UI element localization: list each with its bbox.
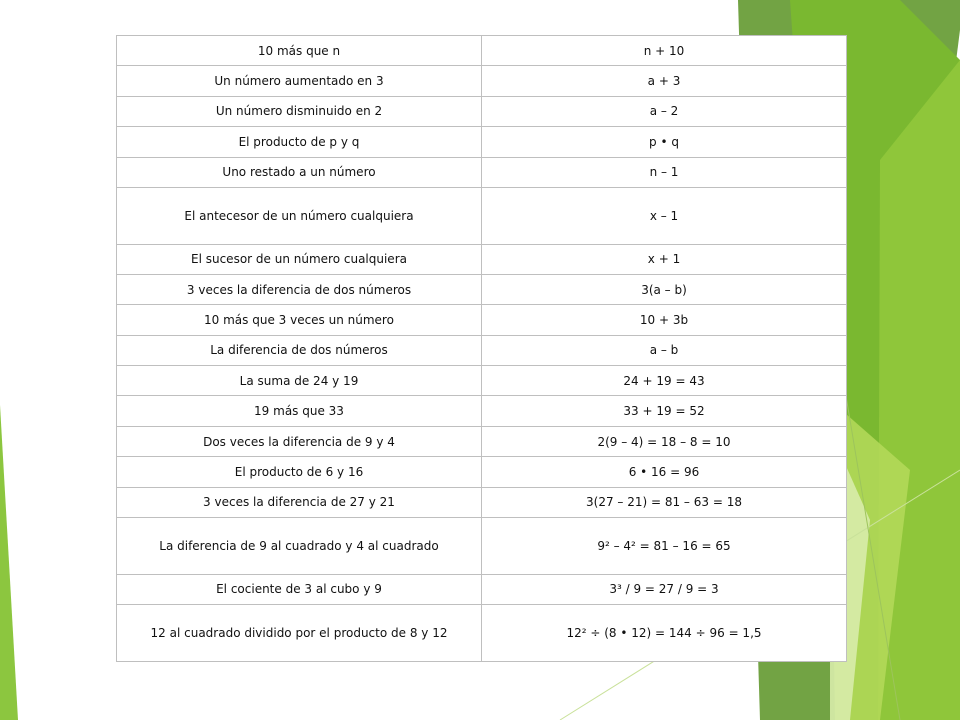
phrase-cell: Un número disminuido en 2 [117,96,482,126]
expression-cell: 9² – 4² = 81 – 16 = 65 [482,517,847,574]
phrase-cell: 19 más que 33 [117,396,482,426]
table-row [117,305,847,335]
expression-cell: 33 + 19 = 52 [482,396,847,426]
table-row [117,457,847,487]
phrase-cell: Dos veces la diferencia de 9 y 4 [117,426,482,456]
phrase-cell: La diferencia de dos números [117,335,482,365]
phrase-cell: El producto de p y q [117,127,482,157]
expression-cell: 3(a – b) [482,274,847,304]
phrase-cell: El producto de 6 y 16 [117,457,482,487]
expressions-table-body [117,36,847,662]
table-row [117,574,847,604]
table-row [117,157,847,187]
expression-cell: x + 1 [482,244,847,274]
phrase-cell: El cociente de 3 al cubo y 9 [117,574,482,604]
table-row [117,426,847,456]
expression-cell: 3³ / 9 = 27 / 9 = 3 [482,574,847,604]
expression-cell: 24 + 19 = 43 [482,366,847,396]
left-green-wedge [0,405,18,720]
table-row [117,274,847,304]
phrase-cell: La suma de 24 y 19 [117,366,482,396]
expressions-table [116,35,847,662]
table-row [117,36,847,66]
expression-cell: 12² ÷ (8 • 12) = 144 ÷ 96 = 1,5 [482,605,847,662]
table-row [117,366,847,396]
expression-cell: a + 3 [482,66,847,96]
expression-cell: n + 10 [482,36,847,66]
expression-cell: p • q [482,127,847,157]
table-row [117,396,847,426]
phrase-cell: 10 más que 3 veces un número [117,305,482,335]
table-row [117,187,847,244]
table-row [117,487,847,517]
table-row [117,96,847,126]
expression-cell: 6 • 16 = 96 [482,457,847,487]
expression-cell: a – 2 [482,96,847,126]
phrase-cell: El antecesor de un número cualquiera [117,187,482,244]
phrase-cell: 12 al cuadrado dividido por el producto de 8 y 12 [117,605,482,662]
phrase-cell: La diferencia de 9 al cuadrado y 4 al cuadrado [117,517,482,574]
expression-cell: n – 1 [482,157,847,187]
phrase-cell: 10 más que n [117,36,482,66]
phrase-cell: Uno restado a un número [117,157,482,187]
phrase-cell: Un número aumentado en 3 [117,66,482,96]
table-row [117,335,847,365]
table-row [117,127,847,157]
expression-cell: a – b [482,335,847,365]
phrase-cell: 3 veces la diferencia de dos números [117,274,482,304]
table-row [117,517,847,574]
phrase-cell: 3 veces la diferencia de 27 y 21 [117,487,482,517]
expression-cell: 3(27 – 21) = 81 – 63 = 18 [482,487,847,517]
table-row [117,66,847,96]
expression-cell: 10 + 3b [482,305,847,335]
expressions-table-container [116,35,830,662]
table-row [117,244,847,274]
table-row [117,605,847,662]
expression-cell: x – 1 [482,187,847,244]
expression-cell: 2(9 – 4) = 18 – 8 = 10 [482,426,847,456]
phrase-cell: El sucesor de un número cualquiera [117,244,482,274]
